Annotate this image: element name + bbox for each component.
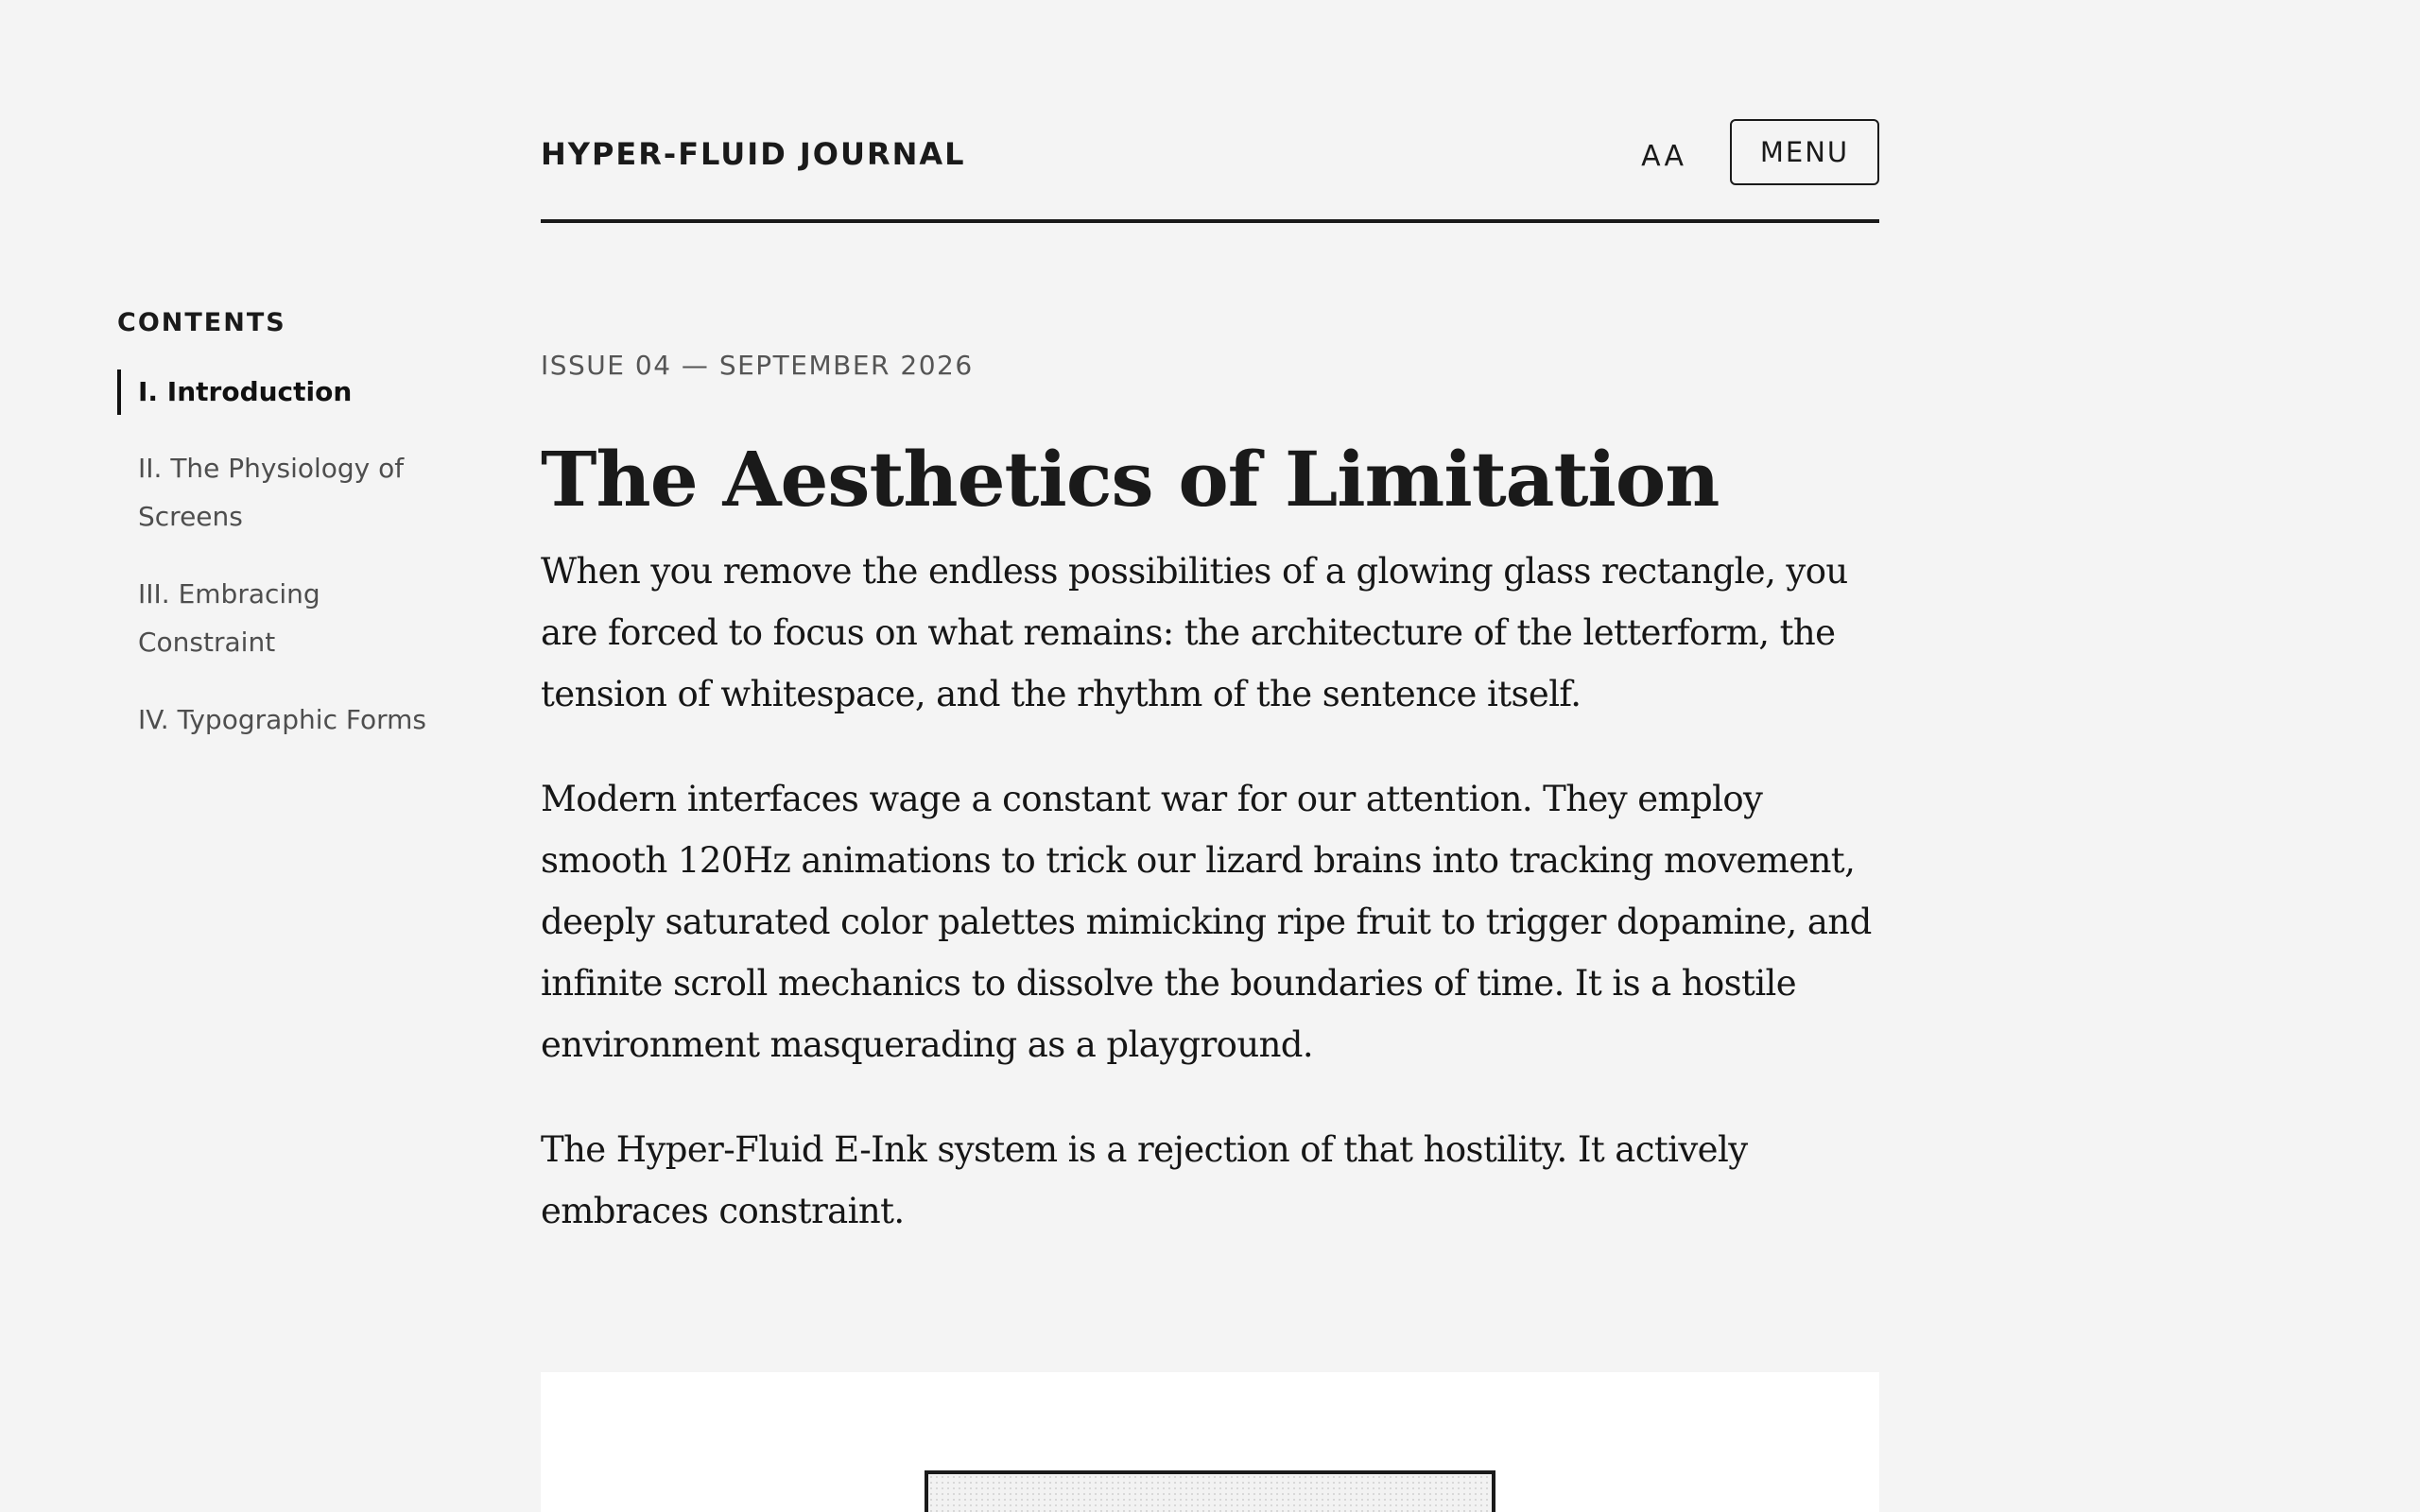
article-paragraph: Modern interfaces wage a constant war for our attention. They employ smooth 120Hz animations to trick our lizard brains into tracking movement, deeply saturated color palettes mimicking ripe fruit to trigger dopamine, and infinite scroll mechanics to dissolve the boundaries of time. It is a hostile environment masquerading as a playground. [541,779,1872,1065]
device-illustration [925,1470,1495,1512]
article [541,346,1879,1242]
toc-item-physiology-of-screens[interactable]: II. The Physiology of Screens [138,453,405,532]
article-title: The Aesthetics of Limitation [541,435,1720,524]
toc-item-typographic-forms[interactable]: IV. Typographic Forms [138,704,426,735]
table-of-contents [117,308,439,773]
site-brand[interactable]: HYPER-FLUID JOURNAL [541,136,966,172]
toc-item-introduction[interactable]: I. Introduction [117,369,439,415]
article-paragraph: When you remove the endless possibilities of a glowing glass rectangle, you are forced to focus on what remains: the architecture of the letterform, the tension of whitespace, and the rhythm of the sentence itself. [541,551,1848,714]
issue-date: ISSUE 04 — SEPTEMBER 2026 [541,350,974,381]
toc-list [117,369,439,744]
toc-heading: CONTENTS [117,308,286,337]
article-paragraph: The Hyper-Fluid E-Ink system is a rejection of that hostility. It actively embraces constraint. [541,1129,1748,1231]
menu-button[interactable]: MENU [1730,119,1879,185]
site-header [541,119,1879,223]
figure-panel [541,1372,1879,1512]
font-size-button[interactable]: AA [1637,134,1690,179]
toc-item-embracing-constraint[interactable]: III. Embracing Constraint [138,578,320,658]
